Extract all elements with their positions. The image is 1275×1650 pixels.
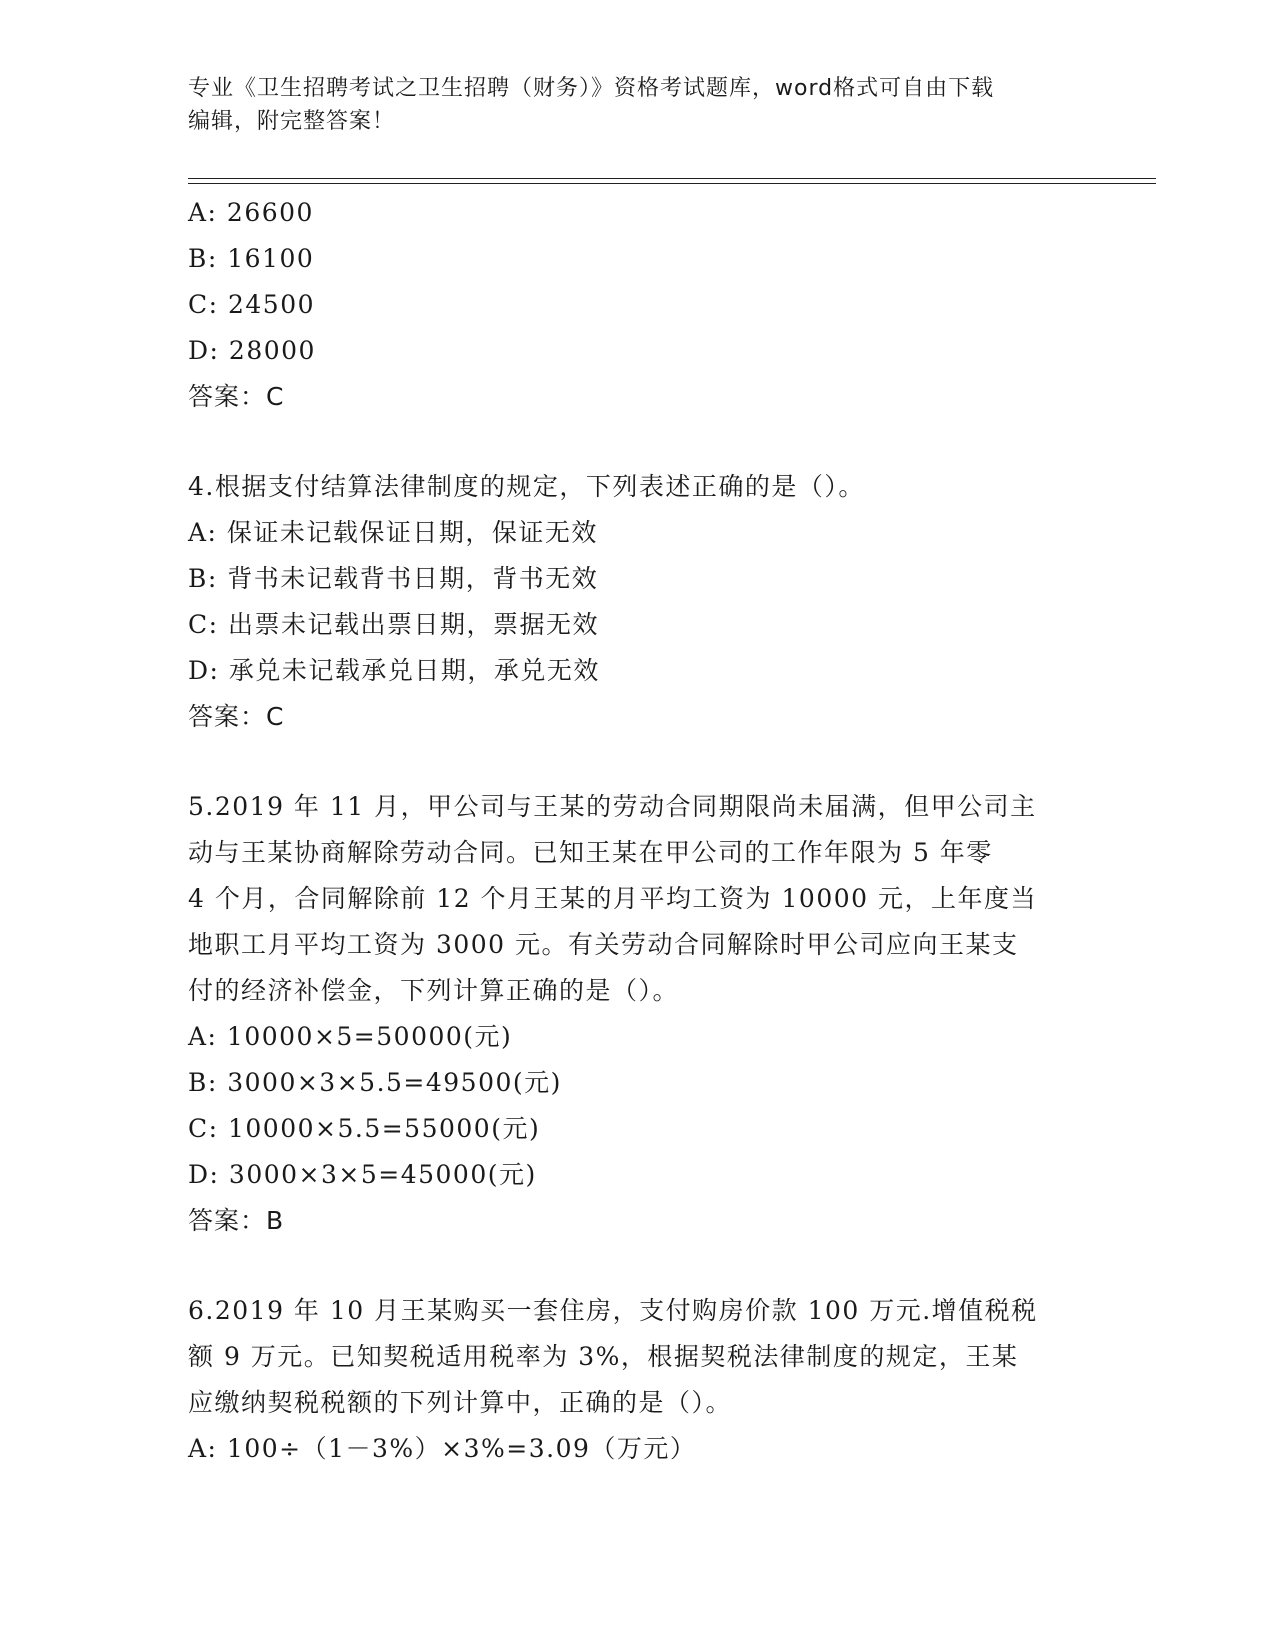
option-c: C: 出票未记载出票日期，票据无效 [188, 610, 599, 639]
answer: 答案：C [188, 702, 285, 731]
question-text: 4.根据支付结算法律制度的规定，下列表述正确的是（）。 [188, 472, 865, 501]
option-c: C: 10000×5.5=55000(元) [188, 1114, 541, 1143]
option-d: D: 承兑未记载承兑日期，承兑无效 [188, 656, 600, 685]
question-text-line: 动与王某协商解除劳动合同。已知王某在甲公司的工作年限为 5 年零 [188, 838, 993, 867]
question-6 [188, 1288, 1088, 1472]
header-divider-top [188, 178, 1156, 179]
answer: 答案：B [188, 1206, 285, 1235]
question-text-line: 6.2019 年 10 月王某购买一套住房，支付购房价款 100 万元.增值税税 [188, 1296, 1038, 1325]
option-a: A: 100÷（1－3%）×3%=3.09（万元） [188, 1434, 697, 1463]
question-3 [188, 190, 1088, 420]
option-b: B: 3000×3×5.5=49500(元) [188, 1068, 562, 1097]
question-4 [188, 464, 1088, 740]
question-text-line: 应缴纳契税税额的下列计算中，正确的是（）。 [188, 1388, 733, 1417]
option-a: A: 10000×5=50000(元) [188, 1022, 513, 1051]
option-a: A: 26600 [188, 198, 314, 227]
header-line-1: 专业《卫生招聘考试之卫生招聘（财务）》资格考试题库，word格式可自由下载 [188, 76, 995, 101]
question-text-line: 5.2019 年 11 月，甲公司与王某的劳动合同期限尚未届满，但甲公司主 [188, 792, 1037, 821]
question-text-line: 4 个月，合同解除前 12 个月王某的月平均工资为 10000 元，上年度当 [188, 884, 1037, 913]
question-text-line: 额 9 万元。已知契税适用税率为 3%，根据契税法律制度的规定，王某 [188, 1342, 1019, 1371]
question-5 [188, 784, 1088, 1244]
spacer [188, 420, 1088, 464]
option-b: B: 16100 [188, 244, 315, 273]
header-line-2: 编辑，附完整答案！ [188, 109, 396, 134]
option-c: C: 24500 [188, 290, 316, 319]
document-header [188, 72, 1068, 138]
option-b: B: 背书未记载背书日期，背书无效 [188, 564, 599, 593]
option-d: D: 28000 [188, 336, 316, 365]
spacer [188, 740, 1088, 784]
spacer [188, 1244, 1088, 1288]
question-content [188, 190, 1088, 1472]
option-a: A: 保证未记载保证日期，保证无效 [188, 518, 598, 547]
question-text-line: 地职工月平均工资为 3000 元。有关劳动合同解除时甲公司应向王某支 [188, 930, 1019, 959]
option-d: D: 3000×3×5=45000(元) [188, 1160, 537, 1189]
header-divider-bottom [188, 183, 1156, 184]
answer: 答案：C [188, 382, 285, 411]
question-text-line: 付的经济补偿金，下列计算正确的是（）。 [188, 976, 680, 1005]
